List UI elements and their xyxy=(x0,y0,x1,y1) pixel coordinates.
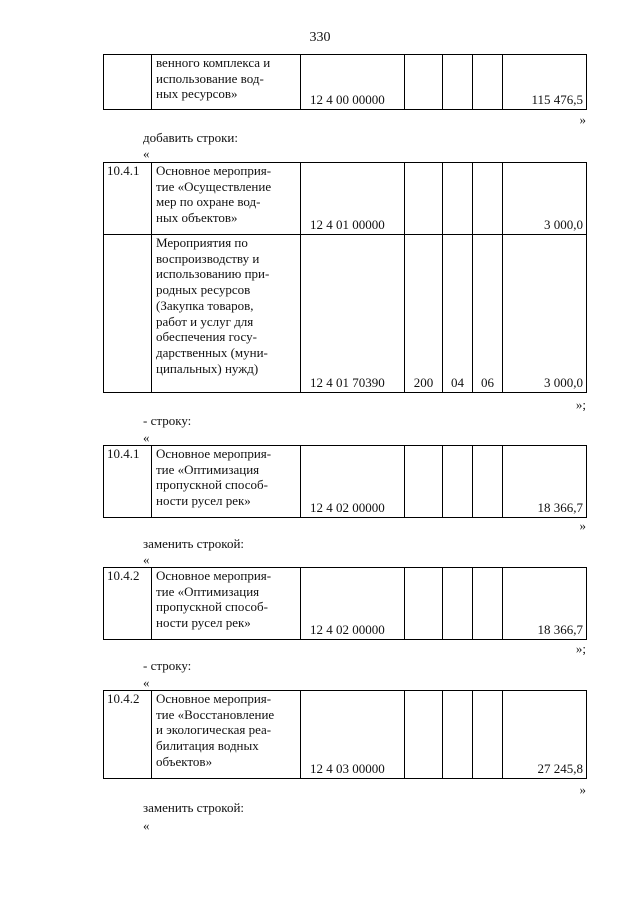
row-section xyxy=(443,446,473,518)
row-code: 10.4.1 xyxy=(104,163,152,235)
row-target-article: 12 4 01 70390 xyxy=(301,235,405,393)
table-row xyxy=(104,235,587,393)
row-target-article: 12 4 02 00000 xyxy=(301,446,405,518)
row-code: 10.4.2 xyxy=(104,568,152,640)
table-row xyxy=(104,163,587,235)
name-line: тие «Осуществление xyxy=(156,178,272,194)
name-line: работ и услуг для xyxy=(156,313,254,329)
row-subsection xyxy=(473,55,503,110)
row-expense-type: 200 xyxy=(405,235,443,393)
name-line: пропускной способ- xyxy=(156,477,268,493)
row-section xyxy=(443,163,473,235)
row-expense-type xyxy=(405,568,443,640)
row-subsection xyxy=(473,691,503,779)
close-quote: » xyxy=(579,782,586,797)
row-name xyxy=(152,163,301,235)
name-line: ципальных) нужд) xyxy=(156,360,259,376)
name-line: ных объектов» xyxy=(156,210,238,226)
row-name xyxy=(152,55,301,110)
name-line: воспроизводству и xyxy=(156,250,260,266)
row-target-article: 12 4 02 00000 xyxy=(301,568,405,640)
budget-table-0 xyxy=(103,54,587,110)
table-row xyxy=(104,55,587,110)
name-line: венного комплекса и xyxy=(156,55,271,70)
close-quote: » xyxy=(579,112,586,127)
name-line: Мероприятия по xyxy=(156,235,248,250)
row-sum: 115 476,5 xyxy=(503,55,587,110)
name-line: Основное мероприя- xyxy=(156,691,272,706)
row-section xyxy=(443,691,473,779)
row-subsection: 06 xyxy=(473,235,503,393)
name-line: пропускной способ- xyxy=(156,599,268,615)
name-line: дарственных (муни- xyxy=(156,344,268,360)
name-line: объектов» xyxy=(156,753,213,769)
row-subsection xyxy=(473,163,503,235)
name-line: мер по охране вод- xyxy=(156,194,261,210)
open-quote: « xyxy=(143,146,150,161)
row-target-article: 12 4 00 00000 xyxy=(301,55,405,110)
row-expense-type xyxy=(405,55,443,110)
name-line: использование вод- xyxy=(156,70,264,86)
table-row xyxy=(104,446,587,518)
name-line: обеспечения госу- xyxy=(156,329,257,345)
name-line: тие «Оптимизация xyxy=(156,461,260,477)
instruction-text: заменить строкой: xyxy=(143,800,245,815)
table-row xyxy=(104,691,587,779)
row-subsection xyxy=(473,446,503,518)
row-expense-type xyxy=(405,691,443,779)
row-subsection xyxy=(473,568,503,640)
row-sum: 18 366,7 xyxy=(503,568,587,640)
budget-table-1 xyxy=(103,162,587,393)
row-name xyxy=(152,691,301,779)
name-line: тие «Оптимизация xyxy=(156,583,260,599)
row-name xyxy=(152,235,301,393)
name-line: тие «Восстановление xyxy=(156,706,275,722)
open-quote: « xyxy=(143,818,150,833)
budget-table-3 xyxy=(103,567,587,640)
name-line: ности русел рек» xyxy=(156,615,251,631)
open-quote: « xyxy=(143,552,150,567)
instruction-text: - строку: xyxy=(143,413,192,428)
row-section xyxy=(443,55,473,110)
name-line: билитация водных xyxy=(156,738,259,754)
name-line: ности русел рек» xyxy=(156,493,251,509)
name-line: ных ресурсов» xyxy=(156,86,238,102)
budget-table-4 xyxy=(103,690,587,779)
budget-table-2 xyxy=(103,445,587,518)
instruction-text: добавить строки: xyxy=(143,130,238,145)
row-code: 10.4.1 xyxy=(104,446,152,518)
instruction-text: - строку: xyxy=(143,658,192,673)
row-section xyxy=(443,568,473,640)
row-code xyxy=(104,55,152,110)
name-line: использованию при- xyxy=(156,266,270,282)
close-quote: »; xyxy=(575,641,586,656)
table-row xyxy=(104,568,587,640)
row-target-article: 12 4 01 00000 xyxy=(301,163,405,235)
row-section: 04 xyxy=(443,235,473,393)
name-line: (Закупка товаров, xyxy=(156,297,254,313)
close-quote: » xyxy=(579,518,586,533)
row-sum: 18 366,7 xyxy=(503,446,587,518)
row-target-article: 12 4 03 00000 xyxy=(301,691,405,779)
row-sum: 27 245,8 xyxy=(503,691,587,779)
close-quote: »; xyxy=(575,397,586,412)
row-name xyxy=(152,568,301,640)
row-expense-type xyxy=(405,163,443,235)
name-line: и экологическая реа- xyxy=(156,722,272,738)
row-code xyxy=(104,235,152,393)
row-sum: 3 000,0 xyxy=(503,235,587,393)
row-name xyxy=(152,446,301,518)
page-number: 330 xyxy=(309,30,331,45)
name-line: Основное мероприя- xyxy=(156,446,272,461)
open-quote: « xyxy=(143,430,150,445)
row-sum: 3 000,0 xyxy=(503,163,587,235)
name-line: Основное мероприя- xyxy=(156,163,272,178)
row-expense-type xyxy=(405,446,443,518)
instruction-text: заменить строкой: xyxy=(143,536,245,551)
name-line: родных ресурсов xyxy=(156,282,251,298)
row-code: 10.4.2 xyxy=(104,691,152,779)
name-line: Основное мероприя- xyxy=(156,568,272,583)
open-quote: « xyxy=(143,675,150,690)
